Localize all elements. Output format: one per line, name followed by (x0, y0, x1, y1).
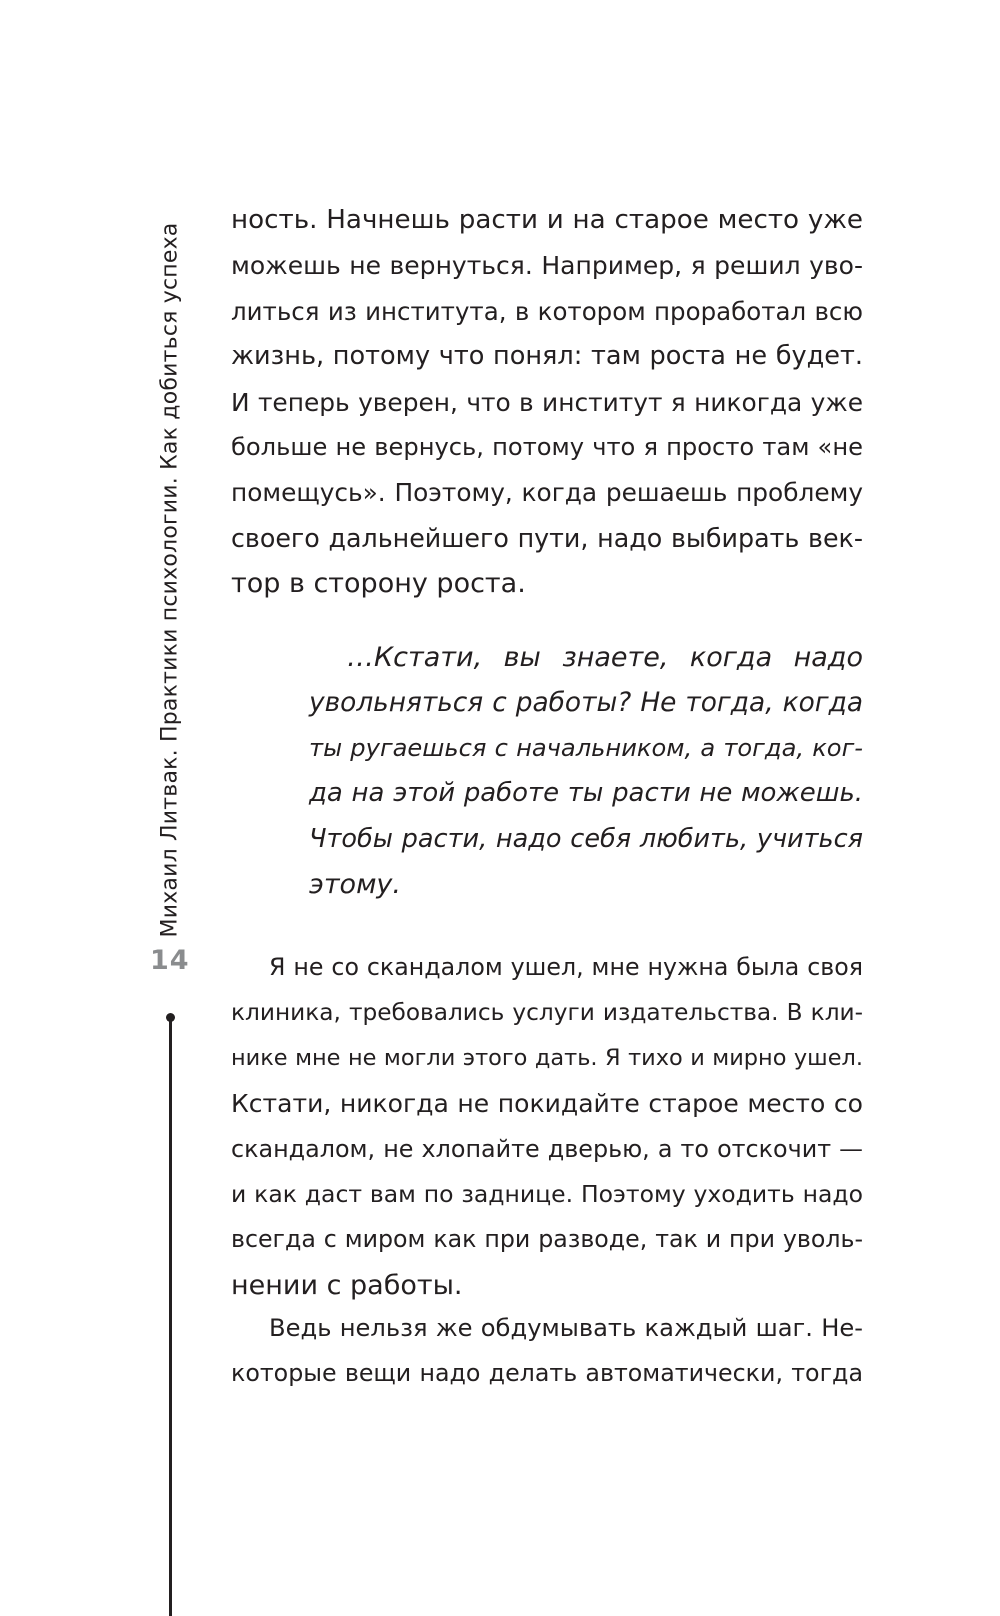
paragraph-line: скандалом, не хлопайте дверью, а то отскочит — (231, 1134, 863, 1163)
paragraph-line: больше не вернусь, потому что я просто там «не (231, 432, 863, 461)
margin-rule-line (169, 1017, 172, 1616)
paragraph-2 (231, 945, 863, 1308)
paragraph-line: жизнь, потому что понял: там роста не будет. (231, 341, 863, 372)
quote-line: ты ругаешься с начальником, а тогда, ког- (309, 733, 863, 762)
paragraph-line: И теперь уверен, что в институт я никогда уже (231, 387, 863, 417)
paragraph-line: Ведь нельзя же обдумывать каждый шаг. Не- (269, 1314, 863, 1342)
italic-quote (309, 635, 863, 907)
paragraph-line: и как даст вам по заднице. Поэтому уходить надо (231, 1179, 863, 1208)
paragraph-line: можешь не вернуться. Например, я решил уво- (231, 251, 863, 281)
paragraph-line: тор в сторону роста. (231, 568, 526, 600)
paragraph-line: ность. Начнешь расти и на старое место уже (231, 205, 863, 235)
paragraph-line: нении с работы. (231, 1269, 463, 1301)
paragraph-line: Кстати, никогда не покидайте старое место со (231, 1089, 863, 1119)
quote-line: этому. (309, 868, 401, 900)
paragraph-line: своего дальнейшего пути, надо выбирать век- (231, 522, 863, 553)
paragraph-1 (231, 198, 863, 607)
quote-line: увольняться с работы? Не тогда, когда (309, 687, 863, 719)
quote-line: да на этой работе ты расти не можешь. (309, 778, 863, 809)
paragraph-line: клиника, требовались услуги издательства. В кли- (231, 999, 863, 1027)
paragraph-3 (231, 1306, 863, 1397)
paragraph-line: нике мне не могли этого дать. Я тихо и мирно ушел. (231, 1044, 863, 1071)
page-number: 14 (150, 945, 190, 976)
paragraph-line: которые вещи надо делать автоматически, тогда (231, 1359, 863, 1388)
running-head-text: Михаил Литвак. Практики психологии. Как добиться успеха (157, 222, 183, 938)
paragraph-line: литься из института, в котором проработал всю (231, 296, 863, 326)
paragraph-line: всегда с миром как при разводе, так и при уволь- (231, 1225, 863, 1254)
paragraph-line: Я не со скандалом ушел, мне нужна была своя (269, 953, 863, 981)
quote-line: …Кстати, вы знаете, когда надо (347, 642, 863, 673)
paragraph-line: помещусь». Поэтому, когда решаешь проблему (231, 478, 863, 508)
quote-line: Чтобы расти, надо себя любить, учиться (309, 823, 863, 854)
